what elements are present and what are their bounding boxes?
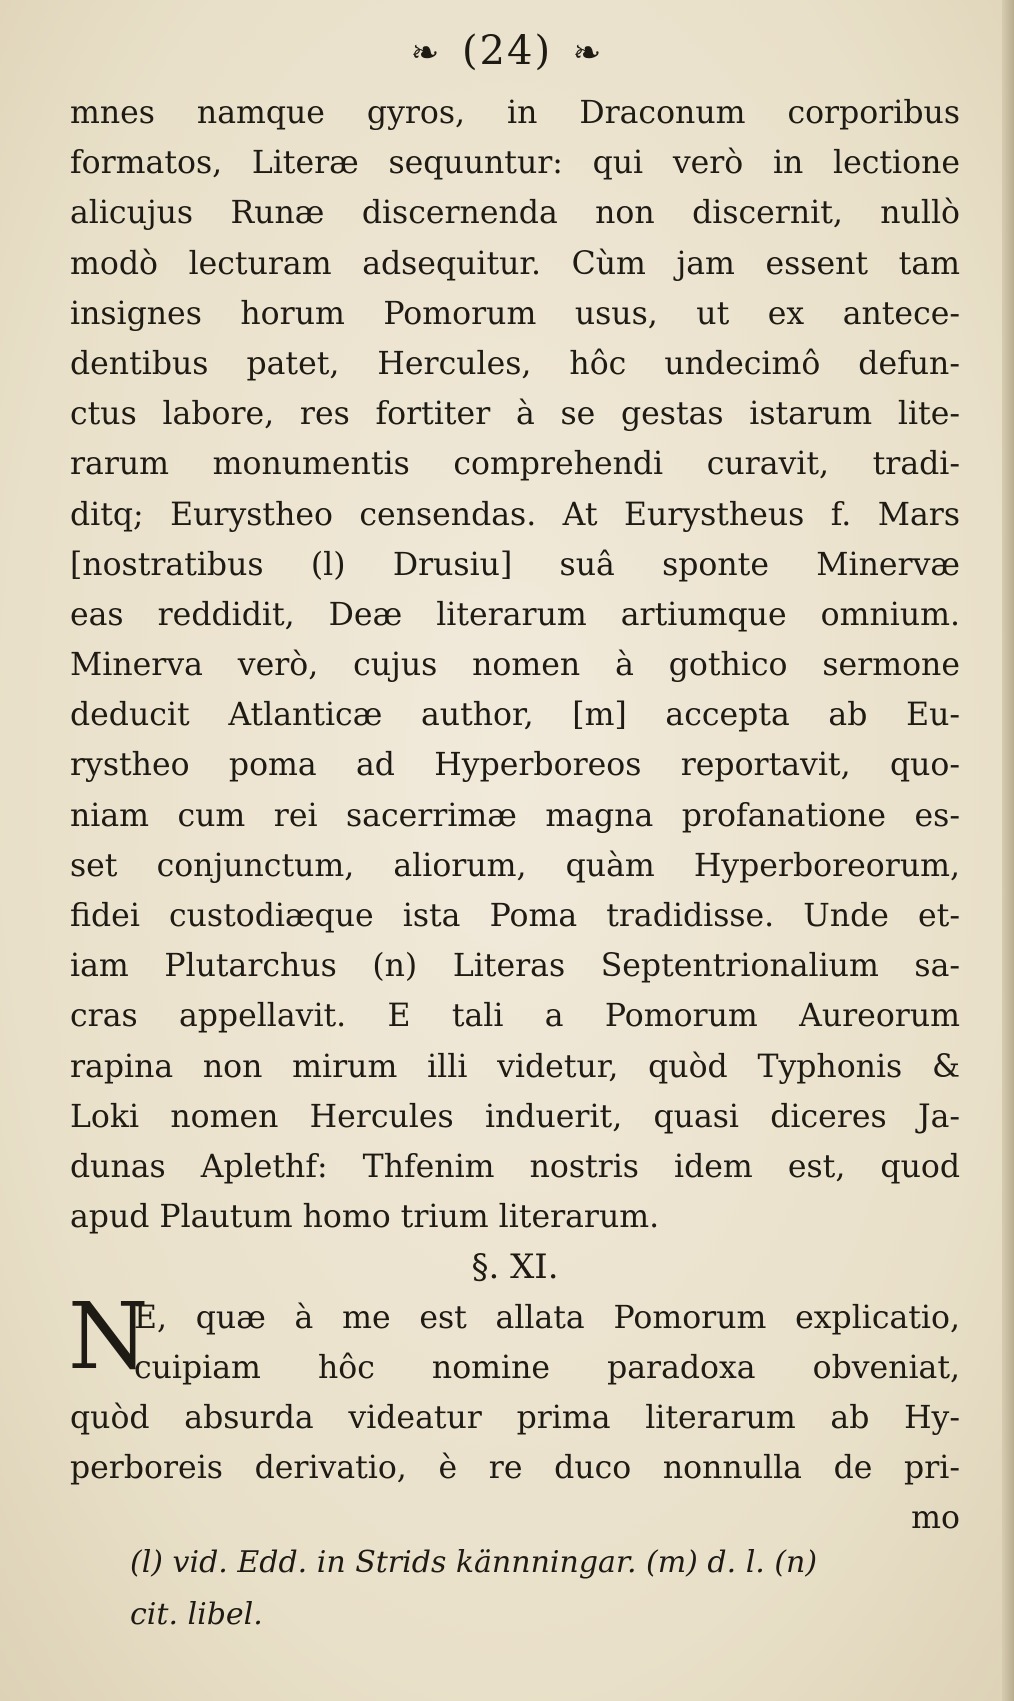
footnote-line: (l) vid. Edd. in Strids kännningar. (m) d. l. (n) [130,1545,818,1580]
footnotes [130,1537,960,1641]
text-line: niam cum rei sacerrimæ magna profanatione es- [70,797,960,834]
section-title: §. XI. [471,1247,559,1288]
page-number: (24) [461,28,553,74]
page-edge [1002,0,1014,1701]
text-line: insignes horum Pomorum usus, ut ex antece- [70,295,960,332]
text-line: dentibus patet, Hercules, hôc undecimô defun- [70,345,960,382]
text-line: rystheo poma ad Hyperboreos reportavit, quo- [70,747,960,784]
text-line: cras appellavit. E tali a Pomorum Aureorum [70,998,960,1035]
text-line: [nostratibus (l) Drusiu] suâ sponte Minervæ [70,546,960,583]
text-line: formatos, Literæ sequuntur: qui verò in lectione [70,145,960,182]
text-line: E, quæ à me est allata Pomorum explicatio, [134,1299,960,1336]
section-paragraph [68,1282,960,1544]
text-line: iam Plutarchus (n) Literas Septentrionalium sa- [70,948,960,985]
main-text [70,88,960,1543]
text-line: cuipiam hôc nomine paradoxa obveniat, [134,1349,960,1386]
text-line: quòd absurda videatur prima literarum ab Hy- [70,1399,960,1436]
text-line: dunas Aplethf: Thfenim nostris idem est, quod [70,1148,960,1185]
text-line: rarum monumentis comprehendi curavit, tradi- [70,446,960,483]
text-line: ditq; Eurystheo censendas. At Eurystheus f. Mars [70,496,960,533]
right-ornament-icon: ❧ [572,33,604,73]
dropcap-letter: N [68,1282,149,1390]
left-ornament-icon: ❧ [410,33,442,73]
text-line: rapina non mirum illi videtur, quòd Typhonis & [70,1048,960,1085]
text-line: set conjunctum, aliorum, quàm Hyperboreorum, [70,847,960,884]
text-line: alicujus Runæ discernenda non discernit, nullò [70,195,960,232]
text-line: eas reddidit, Deæ literarum artiumque omnium. [70,596,960,633]
text-line: deducit Atlanticæ author, [m] accepta ab Eu- [70,697,960,734]
text-line: Loki nomen Hercules induerit, quasi diceres Ja- [70,1098,960,1135]
text-line: apud Plautum homo trium literarum. [70,1199,660,1236]
text-line: ctus labore, res fortiter à se gestas istarum lite- [70,396,960,433]
text-line: mnes namque gyros, in Draconum corporibus [70,95,960,131]
page-header [0,28,1014,74]
text-line: perboreis derivatio, è re duco nonnulla de pri- [70,1450,960,1487]
footnote-line: cit. libel. [130,1597,263,1632]
text-line: fidei custodiæque ista Poma tradidisse. Unde et- [70,898,960,934]
text-line: modò lecturam adsequitur. Cùm jam essent tam [70,245,960,282]
text-line: Minerva verò, cujus nomen à gothico sermone [70,647,960,684]
catchword: mo [911,1500,960,1537]
